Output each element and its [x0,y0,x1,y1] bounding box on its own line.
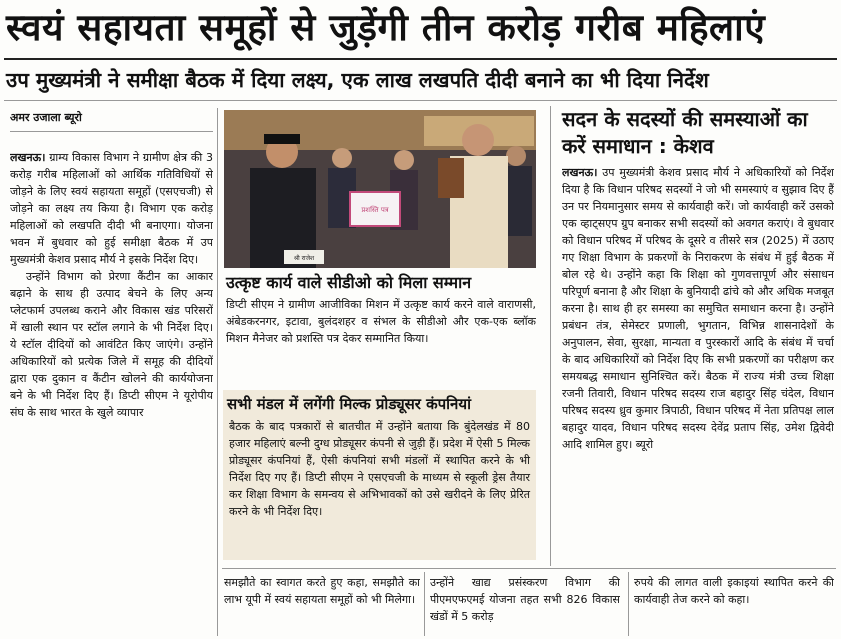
bottom-column-2 [430,574,620,636]
byline-rule [10,131,213,132]
photo-text [226,296,536,376]
bottom-column-3-text: रुपये की लागत वाली इकाइयां स्थापित करने की कार्यवाही तेज करने को कहा। [634,576,834,606]
left-paragraph-1: ग्राम्य विकास विभाग ने ग्रामीण क्षेत्र की 3 करोड़ गरीब महिलाओं को आर्थिक गतिविधियों से जोड़ने के लिए स्वयं सहायता समूहों (एसएचजी) से जोड़ने का लक्ष्य तय किया है। विभाग एक करोड़ महिलाओं को लखपति दीदी भी बनाएगा। योजना भवन में बुधवार को हुई समीक्षा बैठक में उप मुख्यमंत्री केशव प्रसाद मौर्य ने इसके निर्देश दिए। [10,151,213,266]
left-column [10,149,213,635]
nameplate-label: श्री राजेश [293,255,315,262]
bottom-column-3 [634,574,834,636]
box-text: बैठक के बाद पत्रकारों से बातचीत में उन्होंने बताया कि बुंदेलखंड में 80 हजार महिलाएं बल्नी दुग्ध प्रोड्यूसर कंपनी से जुड़ी हैं। प्रदेश में ऐसी 5 मिल्क प्रोड्यूसर कंपनियां हैं, ऐसी कंपनियां सभी मंडलों में स्थापित करने के भी निर्देश दिए गए हैं। डिप्टी सीएम ने एसएचजी के माध्यम से स्कूली ड्रेस तैयार कर शिक्षा विभाग के समन्वय से अभिभावकों को उसे खरीदने के लिए प्रेरित करने के भी निर्देश दिए। [229,420,530,518]
bottom-divider-2 [628,572,629,636]
headline: स्वयं सहायता समूहों से जुड़ेंगी तीन करोड़ गरीब महिलाएं [6,6,766,49]
dateline: लखनऊ। [10,151,46,164]
right-article-text: उप मुख्यमंत्री केशव प्रसाद मौर्य ने अधिकारियों को निर्देश दिया है कि विधान परिषद सदस्यों ने जो भी समस्याएं व सुझाव दिए हैं उन पर नियमानुसार समय से कार्यवाही करें। जो कार्यवाही करें उसको एक व्हाट्सएप ग्रुप बनाकर सभी सदस्यों को अवगत कराएं। वे बुधवार को विधान परिषद में परिषद के दूसरे व तीसरे सत्र (2025) में उठाए गए शिक्षा विभाग के प्रकरणों के निराकरण के संबंध में हुई बैठक में बोल रहे थे। उन्होंने कहा कि शिक्षा को गुणवत्तापूर्ण और संसाधन परिपूर्ण बनाना है और शिक्षा के बुनियादी ढांचे को और अधिक मजबूत करना है। साथ ही हर समस्या का समुचित समाधान करना है। उन्होंने प्रबंधन तंत्र, सेमेस्टर प्रणाली, भुगतान, विभिन्न शासनादेशों के अनुपालन, सेवा, सुरक्षा, मान्यता व पुरस्कारों आदि के संबंध में चर्चा के बाद अधिकारियों को निर्देश दिए कि सभी प्रकरणों का परीक्षण कर समयबद्ध समाधान सुनिश्चित करें। बैठक में राज्य मंत्री उच्च शिक्षा रजनी तिवारी, विधान परिषद सदस्य राज बहादुर सिंह चंदेल, विधान परिषद सदस्य ध्रुव कुमार त्रिपाठी, विधान परिषद में नेता प्रतिपक्ष लाल बहादुर यादव, विधान परिषद सदस्य देवेंद्र प्रताप सिंह, उमेश द्विवेदी आदि शामिल हुए। ब्यूरो [562,166,834,451]
bottom-column-2-text: उन्होंने खाद्य प्रसंस्करण विभाग की पीएमएफएमई योजना तहत सभी 826 विकास खंडों में 5 करोड़ [430,576,620,623]
right-article-heading: सदन के सदस्यों की समस्याओं का करें समाधान : केशव [562,107,808,158]
right-article-body [562,164,834,564]
photo-caption: उत्कृष्ट कार्य वाले सीडीओ को मिला सम्मान [226,273,472,292]
headline-rule [4,58,837,60]
photo-illustration [224,110,536,268]
subheadline-rule [4,100,837,101]
subheadline: उप मुख्यमंत्री ने समीक्षा बैठक में दिया लक्ष्य, एक लाख लखपति दीदी बनाने का भी दिया निर्देश [6,68,709,92]
photo-text-body: डिप्टी सीएम ने ग्रामीण आजीविका मिशन में उत्कृष्ट कार्य करने वाले वाराणसी, अंबेडकरनगर, इटावा, बुलंदशहर व संभल के सीडीओ और एक-एक ब्लॉक मिशन मैनेजर को प्रशस्ति पत्र देकर सम्मानित किया। [226,298,536,345]
news-photo [224,110,536,268]
bottom-divider-1 [424,572,425,636]
column-divider-1 [217,108,218,636]
column-divider-2 [550,106,551,566]
left-paragraph-2: उन्होंने विभाग को प्रेरणा कैंटीन का आकार बढ़ाने के साथ ही उत्पाद बेचने के लिए अन्य प्लेटफार्म उपलब्ध कराने और विकास खंड परिसरों में खाली स्थान पर स्टॉल लगाने के भी निर्देश दिए। ये स्टॉल दीदियों को आवंटित किए जाएंगे। उन्होंने अधिकारियों को प्रत्येक जिले में समूह की दीदियों द्वारा एक दुकान व कैंटीन खोलने की कार्ययोजना बने के भी निर्देश दिए हैं। डिप्टी सीएम ने यूरोपीय संघ के साथ भारत के खुले व्यापार [10,270,213,419]
box-heading: सभी मंडल में लगेंगी मिल्क प्रोड्यूसर कंपनियां [227,395,471,413]
bottom-rule [222,568,836,569]
milk-producer-box [223,390,536,560]
certificate-label: प्रशस्ति पत्र [361,206,389,214]
byline: अमर उजाला ब्यूरो [10,111,82,124]
box-body [223,414,536,558]
bottom-column-1-text: समझौते का स्वागत करते हुए कहा, समझौते का लाभ यूपी में स्वयं सहायता समूहों को भी मिलेगा। [224,576,420,606]
bottom-column-1 [224,574,420,636]
right-dateline: लखनऊ। [562,166,598,179]
